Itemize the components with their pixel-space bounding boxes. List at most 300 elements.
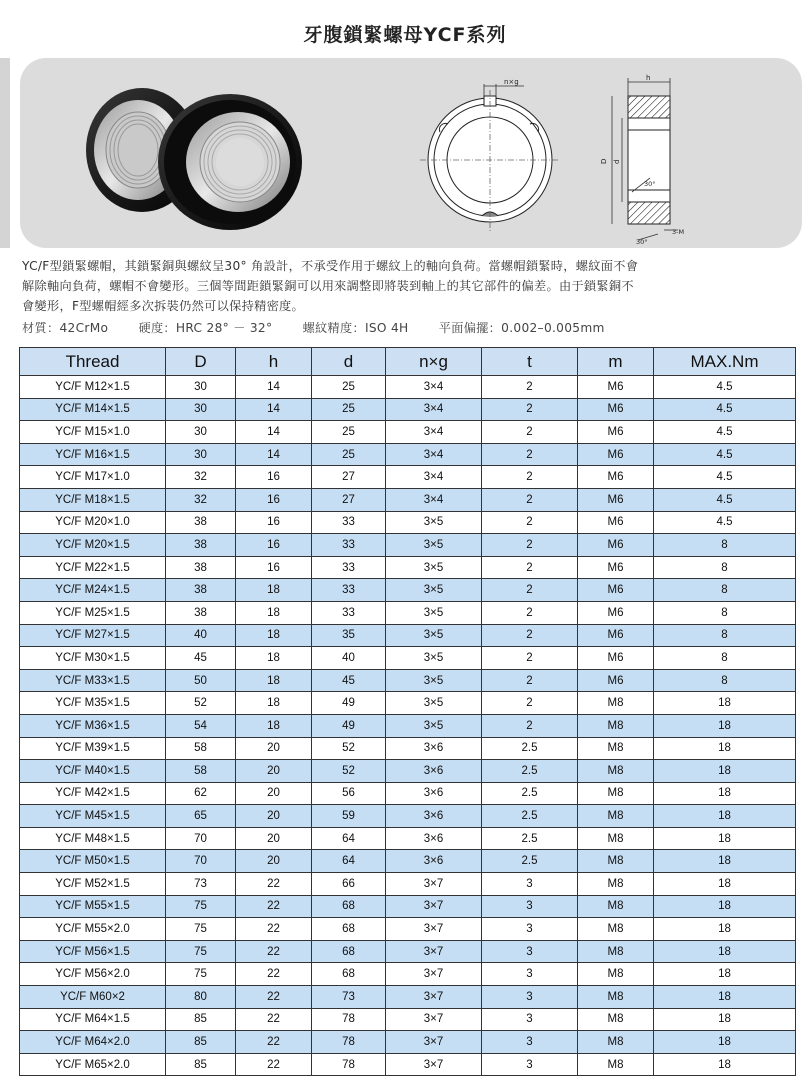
cell-h: 16	[236, 534, 312, 557]
table-row	[20, 624, 796, 647]
cell-max-nm: 4.5	[654, 443, 796, 466]
D-dimension-label: D	[600, 158, 608, 164]
cell-nxg: 3×5	[386, 511, 482, 534]
cell-D: 30	[166, 421, 236, 444]
cell-t: 2	[482, 669, 578, 692]
cell-thread: YC/F M40×1.5	[20, 760, 166, 783]
cell-D: 40	[166, 624, 236, 647]
cell-t: 2.5	[482, 782, 578, 805]
table-row	[20, 760, 796, 783]
cell-thread: YC/F M55×1.5	[20, 895, 166, 918]
cell-m: M6	[578, 466, 654, 489]
cell-m: M8	[578, 1053, 654, 1076]
cell-h: 18	[236, 624, 312, 647]
cell-d: 64	[312, 827, 386, 850]
spec-table	[19, 347, 796, 1076]
cell-d: 40	[312, 647, 386, 670]
cell-h: 22	[236, 873, 312, 896]
cell-t: 3	[482, 873, 578, 896]
cell-max-nm: 8	[654, 647, 796, 670]
cell-h: 16	[236, 511, 312, 534]
cell-nxg: 3×4	[386, 443, 482, 466]
cell-thread: YC/F M30×1.5	[20, 647, 166, 670]
cell-max-nm: 18	[654, 805, 796, 828]
cell-d: 25	[312, 421, 386, 444]
header-d: d	[312, 348, 386, 376]
cell-m: M6	[578, 511, 654, 534]
d-dimension-label: d	[613, 159, 621, 164]
cell-t: 2	[482, 376, 578, 399]
table-body	[20, 376, 796, 1076]
cell-thread: YC/F M22×1.5	[20, 556, 166, 579]
table-row	[20, 534, 796, 557]
table-row	[20, 918, 796, 941]
table-row	[20, 466, 796, 489]
cell-thread: YC/F M25×1.5	[20, 601, 166, 624]
cell-t: 2	[482, 398, 578, 421]
cell-d: 78	[312, 1053, 386, 1076]
cell-nxg: 3×5	[386, 647, 482, 670]
cell-m: M8	[578, 963, 654, 986]
cell-m: M6	[578, 556, 654, 579]
cell-h: 22	[236, 940, 312, 963]
cell-nxg: 3×7	[386, 986, 482, 1009]
h-dimension-label: h	[646, 74, 651, 82]
cell-nxg: 3×6	[386, 760, 482, 783]
cell-nxg: 3×7	[386, 1008, 482, 1031]
cell-t: 2	[482, 443, 578, 466]
cell-D: 75	[166, 895, 236, 918]
cell-thread: YC/F M64×2.0	[20, 1031, 166, 1054]
cell-d: 25	[312, 443, 386, 466]
cell-thread: YC/F M14×1.5	[20, 398, 166, 421]
cell-thread: YC/F M27×1.5	[20, 624, 166, 647]
cell-nxg: 3×4	[386, 421, 482, 444]
cell-h: 22	[236, 1053, 312, 1076]
cell-d: 73	[312, 986, 386, 1009]
cell-h: 22	[236, 986, 312, 1009]
cell-m: M8	[578, 692, 654, 715]
cell-max-nm: 4.5	[654, 466, 796, 489]
table-row	[20, 398, 796, 421]
table-row	[20, 692, 796, 715]
header-m: m	[578, 348, 654, 376]
cell-thread: YC/F M56×1.5	[20, 940, 166, 963]
cell-h: 18	[236, 647, 312, 670]
cell-m: M8	[578, 1031, 654, 1054]
cell-D: 85	[166, 1031, 236, 1054]
cell-t: 2.5	[482, 850, 578, 873]
left-accent-bar	[0, 58, 10, 248]
table-row	[20, 376, 796, 399]
cell-m: M8	[578, 918, 654, 941]
technical-drawing	[400, 72, 700, 247]
cell-max-nm: 8	[654, 579, 796, 602]
cell-d: 25	[312, 376, 386, 399]
cell-h: 20	[236, 827, 312, 850]
cell-D: 32	[166, 488, 236, 511]
cell-thread: YC/F M55×2.0	[20, 918, 166, 941]
thread-label: 3-M	[672, 228, 685, 236]
cell-thread: YC/F M17×1.0	[20, 466, 166, 489]
cell-D: 62	[166, 782, 236, 805]
cell-d: 33	[312, 601, 386, 624]
cell-thread: YC/F M60×2	[20, 986, 166, 1009]
cell-D: 38	[166, 579, 236, 602]
cell-thread: YC/F M52×1.5	[20, 873, 166, 896]
flatness-spec: 平面偏擺：0.002–0.005mm	[438, 321, 605, 335]
description-line: YC/F型鎖緊螺帽，其鎖緊銅與螺紋呈30° 角設計，不承受作用于螺紋上的軸向負荷。當螺帽鎖緊時，螺紋面不會	[22, 259, 639, 273]
description-line: 解除軸向負荷，螺帽不會變形。三個等間距鎖緊銅可以用來調整即將裝到軸上的其它部件的偏差。由于鎖緊銅不	[22, 279, 634, 293]
cell-D: 85	[166, 1053, 236, 1076]
cell-m: M6	[578, 624, 654, 647]
cell-d: 68	[312, 918, 386, 941]
table-row	[20, 963, 796, 986]
table-row	[20, 895, 796, 918]
table-row	[20, 986, 796, 1009]
cell-nxg: 3×5	[386, 534, 482, 557]
table-row	[20, 443, 796, 466]
table-row	[20, 714, 796, 737]
cell-D: 32	[166, 466, 236, 489]
cell-d: 78	[312, 1008, 386, 1031]
cell-D: 75	[166, 940, 236, 963]
cell-thread: YC/F M20×1.5	[20, 534, 166, 557]
cell-m: M8	[578, 782, 654, 805]
table-row	[20, 1031, 796, 1054]
cell-h: 20	[236, 805, 312, 828]
cell-d: 66	[312, 873, 386, 896]
cell-thread: YC/F M45×1.5	[20, 805, 166, 828]
cell-nxg: 3×5	[386, 669, 482, 692]
cell-nxg: 3×5	[386, 556, 482, 579]
cell-d: 25	[312, 398, 386, 421]
cell-max-nm: 18	[654, 1031, 796, 1054]
table-row	[20, 737, 796, 760]
cell-nxg: 3×4	[386, 466, 482, 489]
cell-D: 75	[166, 918, 236, 941]
cell-max-nm: 18	[654, 986, 796, 1009]
cell-d: 49	[312, 692, 386, 715]
cell-h: 14	[236, 376, 312, 399]
cell-t: 3	[482, 918, 578, 941]
cell-d: 78	[312, 1031, 386, 1054]
cell-D: 30	[166, 376, 236, 399]
header-nxg: n×g	[386, 348, 482, 376]
cell-d: 33	[312, 534, 386, 557]
cell-m: M8	[578, 760, 654, 783]
cell-D: 45	[166, 647, 236, 670]
cell-m: M8	[578, 940, 654, 963]
cell-max-nm: 4.5	[654, 398, 796, 421]
cell-D: 30	[166, 443, 236, 466]
table-row	[20, 647, 796, 670]
cell-h: 14	[236, 443, 312, 466]
cell-t: 2	[482, 647, 578, 670]
cell-D: 80	[166, 986, 236, 1009]
cell-nxg: 3×6	[386, 850, 482, 873]
cell-thread: YC/F M50×1.5	[20, 850, 166, 873]
cell-nxg: 3×4	[386, 376, 482, 399]
cell-max-nm: 18	[654, 873, 796, 896]
cell-m: M8	[578, 986, 654, 1009]
cell-t: 3	[482, 1008, 578, 1031]
header-D: D	[166, 348, 236, 376]
cell-D: 38	[166, 534, 236, 557]
cell-t: 2	[482, 692, 578, 715]
cell-D: 30	[166, 398, 236, 421]
cell-nxg: 3×4	[386, 398, 482, 421]
table-row	[20, 782, 796, 805]
cell-t: 2.5	[482, 827, 578, 850]
table-header-row	[20, 348, 796, 376]
cell-max-nm: 18	[654, 737, 796, 760]
cell-D: 52	[166, 692, 236, 715]
precision-spec: 螺紋精度：ISO 4H	[302, 321, 409, 335]
cell-m: M6	[578, 647, 654, 670]
cell-nxg: 3×7	[386, 963, 482, 986]
cell-max-nm: 18	[654, 782, 796, 805]
cell-nxg: 3×5	[386, 692, 482, 715]
cell-nxg: 3×7	[386, 1053, 482, 1076]
cell-max-nm: 18	[654, 850, 796, 873]
cell-h: 22	[236, 895, 312, 918]
cell-thread: YC/F M65×2.0	[20, 1053, 166, 1076]
cell-t: 2	[482, 624, 578, 647]
cell-max-nm: 18	[654, 963, 796, 986]
cell-D: 85	[166, 1008, 236, 1031]
cell-nxg: 3×7	[386, 873, 482, 896]
cell-max-nm: 18	[654, 940, 796, 963]
cell-nxg: 3×7	[386, 895, 482, 918]
cell-t: 2.5	[482, 805, 578, 828]
table-row	[20, 827, 796, 850]
table-row	[20, 579, 796, 602]
cell-D: 70	[166, 850, 236, 873]
cell-m: M8	[578, 850, 654, 873]
table-row	[20, 556, 796, 579]
cell-d: 49	[312, 714, 386, 737]
cell-t: 2.5	[482, 760, 578, 783]
cell-max-nm: 4.5	[654, 488, 796, 511]
angle-label-top: 30°	[644, 180, 656, 188]
cell-t: 2	[482, 601, 578, 624]
cell-h: 18	[236, 714, 312, 737]
cell-max-nm: 8	[654, 534, 796, 557]
cell-m: M6	[578, 669, 654, 692]
cell-m: M6	[578, 443, 654, 466]
cell-nxg: 3×5	[386, 714, 482, 737]
cell-thread: YC/F M35×1.5	[20, 692, 166, 715]
cell-t: 2	[482, 579, 578, 602]
header-max-nm: MAX.Nm	[654, 348, 796, 376]
cell-thread: YC/F M15×1.0	[20, 421, 166, 444]
cell-D: 38	[166, 601, 236, 624]
table-row	[20, 488, 796, 511]
cell-max-nm: 4.5	[654, 421, 796, 444]
cell-t: 3	[482, 963, 578, 986]
cell-D: 58	[166, 760, 236, 783]
cell-h: 20	[236, 737, 312, 760]
table-row	[20, 421, 796, 444]
cell-d: 33	[312, 511, 386, 534]
cell-D: 70	[166, 827, 236, 850]
cell-t: 2	[482, 556, 578, 579]
cell-m: M6	[578, 534, 654, 557]
cell-h: 18	[236, 601, 312, 624]
cell-m: M8	[578, 714, 654, 737]
cell-h: 14	[236, 421, 312, 444]
cell-t: 2	[482, 466, 578, 489]
cell-h: 18	[236, 669, 312, 692]
header-thread: Thread	[20, 348, 166, 376]
cell-max-nm: 18	[654, 714, 796, 737]
cell-t: 3	[482, 1031, 578, 1054]
ng-dimension-label: n×g	[504, 78, 519, 86]
cell-t: 3	[482, 986, 578, 1009]
cell-t: 2.5	[482, 737, 578, 760]
hardness-spec: 硬度：HRC 28° － 32°	[138, 321, 273, 335]
cell-thread: YC/F M48×1.5	[20, 827, 166, 850]
cell-thread: YC/F M64×1.5	[20, 1008, 166, 1031]
cell-max-nm: 8	[654, 601, 796, 624]
cell-thread: YC/F M39×1.5	[20, 737, 166, 760]
cell-t: 2	[482, 534, 578, 557]
product-description	[22, 256, 806, 316]
cell-h: 16	[236, 466, 312, 489]
cell-nxg: 3×7	[386, 1031, 482, 1054]
page-title: 牙腹鎖緊螺母YCF系列	[303, 24, 507, 46]
cell-thread: YC/F M56×2.0	[20, 963, 166, 986]
cell-d: 59	[312, 805, 386, 828]
cell-D: 73	[166, 873, 236, 896]
cell-nxg: 3×6	[386, 782, 482, 805]
cell-thread: YC/F M24×1.5	[20, 579, 166, 602]
cell-D: 65	[166, 805, 236, 828]
cell-t: 2	[482, 421, 578, 444]
cell-d: 56	[312, 782, 386, 805]
cell-nxg: 3×7	[386, 918, 482, 941]
cell-t: 3	[482, 1053, 578, 1076]
cell-d: 68	[312, 895, 386, 918]
cell-h: 22	[236, 1031, 312, 1054]
cell-thread: YC/F M18×1.5	[20, 488, 166, 511]
cell-m: M8	[578, 1008, 654, 1031]
cell-D: 38	[166, 556, 236, 579]
cell-m: M6	[578, 579, 654, 602]
cell-h: 20	[236, 760, 312, 783]
cell-thread: YC/F M12×1.5	[20, 376, 166, 399]
cell-nxg: 3×5	[386, 601, 482, 624]
cell-nxg: 3×7	[386, 940, 482, 963]
cell-h: 22	[236, 963, 312, 986]
cell-t: 3	[482, 940, 578, 963]
cell-m: M8	[578, 805, 654, 828]
table-row	[20, 601, 796, 624]
cell-h: 16	[236, 488, 312, 511]
cell-m: M6	[578, 488, 654, 511]
table-row	[20, 805, 796, 828]
cell-nxg: 3×5	[386, 579, 482, 602]
cell-max-nm: 18	[654, 827, 796, 850]
cell-h: 22	[236, 1008, 312, 1031]
cell-D: 75	[166, 963, 236, 986]
cell-d: 33	[312, 556, 386, 579]
cell-thread: YC/F M20×1.0	[20, 511, 166, 534]
cell-d: 27	[312, 466, 386, 489]
description-line: 會變形，F型螺帽經多次拆裝仍然可以保持精密度。	[22, 299, 305, 313]
cell-nxg: 3×6	[386, 737, 482, 760]
cell-D: 54	[166, 714, 236, 737]
table-row	[20, 850, 796, 873]
lock-nut-photo	[80, 70, 310, 240]
header-t: t	[482, 348, 578, 376]
cell-h: 16	[236, 556, 312, 579]
cell-d: 68	[312, 940, 386, 963]
cell-m: M6	[578, 601, 654, 624]
cell-D: 50	[166, 669, 236, 692]
cell-h: 20	[236, 850, 312, 873]
cell-h: 18	[236, 579, 312, 602]
cell-h: 22	[236, 918, 312, 941]
cell-nxg: 3×5	[386, 624, 482, 647]
cell-max-nm: 18	[654, 1053, 796, 1076]
cell-m: M6	[578, 421, 654, 444]
cell-t: 2	[482, 488, 578, 511]
cell-m: M8	[578, 737, 654, 760]
cell-h: 14	[236, 398, 312, 421]
cell-d: 45	[312, 669, 386, 692]
cell-h: 18	[236, 692, 312, 715]
cell-max-nm: 8	[654, 624, 796, 647]
cell-thread: YC/F M36×1.5	[20, 714, 166, 737]
cell-m: M8	[578, 895, 654, 918]
cell-nxg: 3×6	[386, 827, 482, 850]
cell-D: 38	[166, 511, 236, 534]
cell-max-nm: 18	[654, 895, 796, 918]
material-specs	[22, 319, 806, 336]
cell-d: 52	[312, 760, 386, 783]
cell-max-nm: 18	[654, 692, 796, 715]
cell-h: 20	[236, 782, 312, 805]
table-row	[20, 1008, 796, 1031]
cell-d: 64	[312, 850, 386, 873]
cell-thread: YC/F M33×1.5	[20, 669, 166, 692]
cell-d: 33	[312, 579, 386, 602]
cell-d: 68	[312, 963, 386, 986]
cell-d: 35	[312, 624, 386, 647]
cell-D: 58	[166, 737, 236, 760]
cell-thread: YC/F M16×1.5	[20, 443, 166, 466]
cell-m: M8	[578, 827, 654, 850]
angle-label-bottom: 30°	[636, 238, 648, 246]
table-row	[20, 511, 796, 534]
cell-m: M6	[578, 376, 654, 399]
cell-m: M6	[578, 398, 654, 421]
cell-max-nm: 18	[654, 918, 796, 941]
header-h: h	[236, 348, 312, 376]
cell-max-nm: 4.5	[654, 376, 796, 399]
cell-nxg: 3×4	[386, 488, 482, 511]
table-row	[20, 940, 796, 963]
material-spec: 材質：42CrMo	[22, 321, 109, 335]
cell-m: M8	[578, 873, 654, 896]
cell-max-nm: 8	[654, 556, 796, 579]
cell-t: 2	[482, 714, 578, 737]
table-row	[20, 873, 796, 896]
cell-d: 27	[312, 488, 386, 511]
cell-max-nm: 8	[654, 669, 796, 692]
